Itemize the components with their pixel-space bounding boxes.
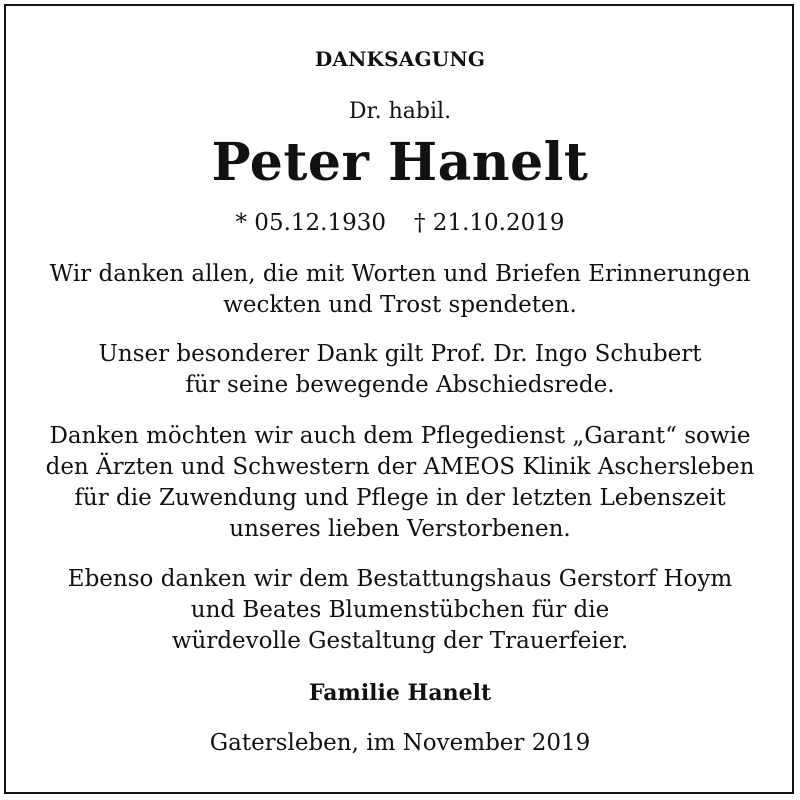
paragraph-line: Ebenso danken wir dem Bestattungshaus Gerstorf Hoym [67, 566, 733, 592]
paragraph-line: würdevolle Gestaltung der Trauerfeier. [171, 628, 629, 654]
paragraph-line: den Ärzten und Schwestern der AMEOS Klinik Aschersleben [45, 454, 755, 480]
deceased-name: Peter Hanelt [211, 132, 589, 193]
paragraph-line: und Beates Blumenstübchen für die [190, 597, 610, 623]
paragraph-line: für seine bewegende Abschiedsrede. [185, 372, 615, 398]
paragraph-line: Unser besonderer Dank gilt Prof. Dr. Ingo Schubert [98, 341, 702, 367]
academic-title: Dr. habil. [348, 99, 452, 124]
notice-heading: DANKSAGUNG [314, 47, 486, 71]
life-dates [0, 210, 800, 236]
thanks-paragraph-3 [20, 421, 780, 545]
death-date: † 21.10.2019 [414, 210, 565, 236]
place-date: Gatersleben, im November 2019 [209, 730, 591, 756]
paragraph-line: Danken möchten wir auch dem Pflegedienst „Garant“ sowie [49, 423, 751, 449]
thanks-paragraph-1 [20, 259, 780, 321]
thanks-paragraph-2 [20, 339, 780, 401]
thanks-paragraph-4 [20, 564, 780, 657]
birth-date: * 05.12.1930 [235, 210, 386, 236]
paragraph-line: für die Zuwendung und Pflege in der letzten Lebenszeit [74, 485, 726, 511]
signature: Familie Hanelt [308, 680, 492, 706]
paragraph-line: Wir danken allen, die mit Worten und Briefen Erinnerungen [49, 261, 751, 287]
paragraph-line: unseres lieben Verstorbenen. [229, 516, 571, 542]
paragraph-line: weckten und Trost spendeten. [223, 292, 577, 318]
